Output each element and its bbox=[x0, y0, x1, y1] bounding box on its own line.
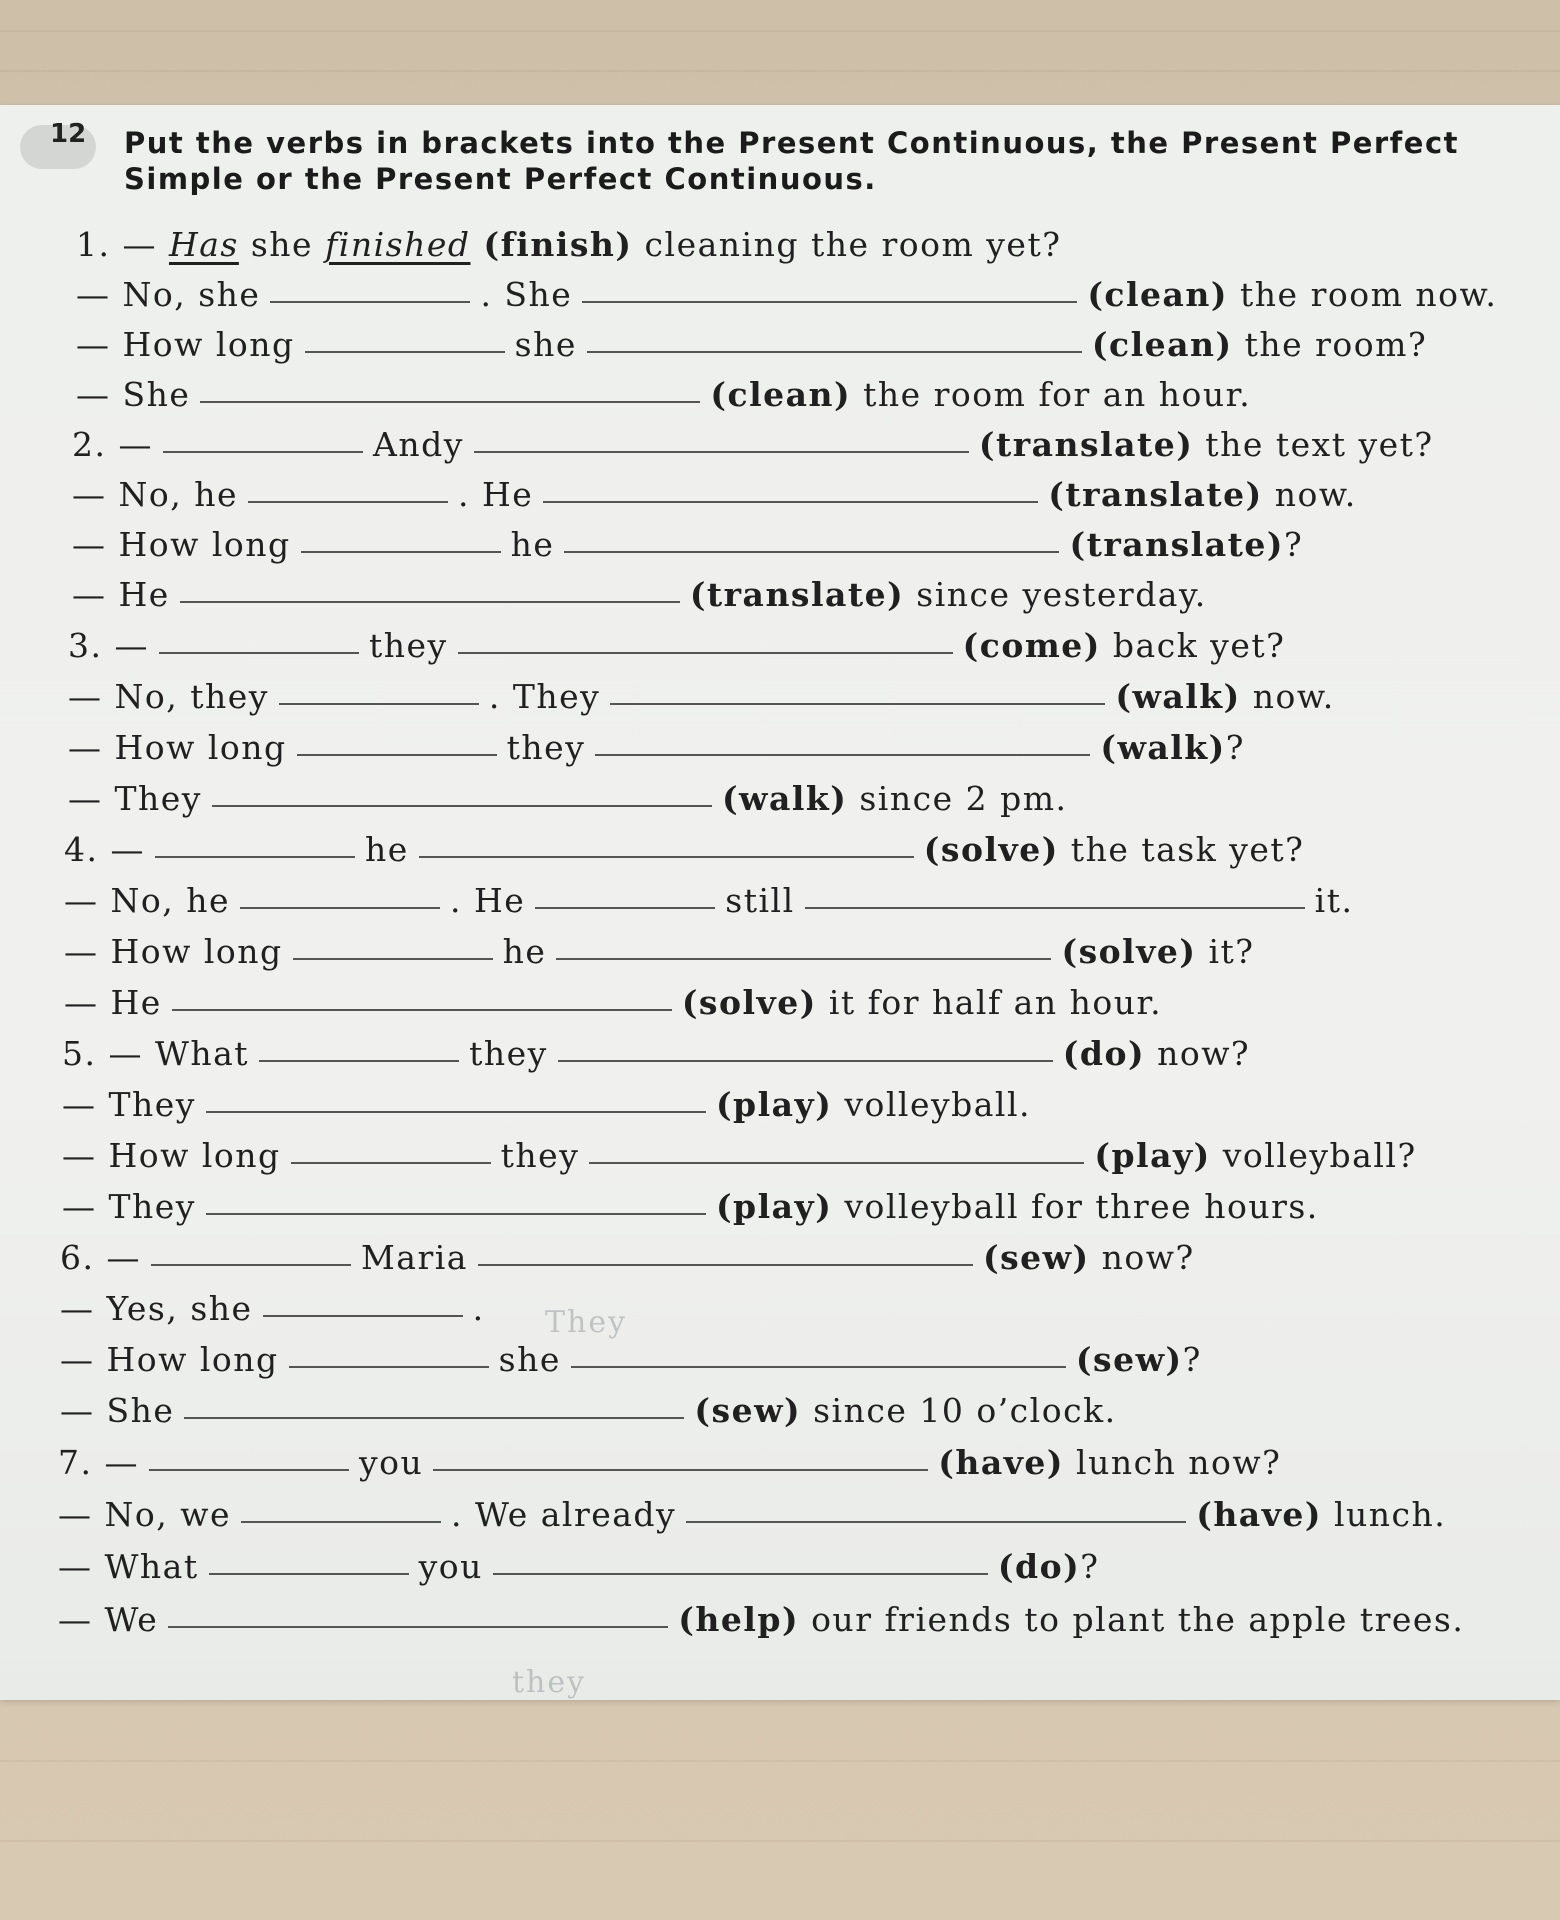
exercise-line: — How long she (sew) ? bbox=[60, 1340, 1202, 1379]
answer-blank[interactable] bbox=[241, 1521, 441, 1523]
verb-hint: (translate) bbox=[689, 575, 905, 614]
answer-blank[interactable] bbox=[151, 1264, 351, 1266]
answer-blank[interactable] bbox=[610, 703, 1105, 705]
verb-hint: (do) bbox=[997, 1547, 1081, 1586]
verb-hint: (translate) bbox=[978, 425, 1194, 464]
answer-blank[interactable] bbox=[212, 805, 712, 807]
answer-blank[interactable] bbox=[297, 754, 497, 756]
exercise-number-badge bbox=[20, 119, 96, 169]
example-answer-has: Has bbox=[168, 225, 239, 264]
verb-hint: (have) bbox=[938, 1443, 1065, 1482]
verb-hint: (solve) bbox=[1061, 932, 1197, 971]
answer-blank[interactable] bbox=[587, 351, 1082, 353]
exercise-line: — What you (do) ? bbox=[58, 1547, 1100, 1586]
verb-hint: (play) bbox=[1094, 1136, 1211, 1175]
answer-blank[interactable] bbox=[458, 652, 953, 654]
answer-blank[interactable] bbox=[535, 907, 715, 909]
exercise-line: — They (walk) since 2 pm. bbox=[68, 779, 1068, 818]
verb-hint: (sew) bbox=[1075, 1340, 1183, 1379]
exercise-line: — They (play) volleyball for three hours. bbox=[62, 1187, 1319, 1226]
exercise-line: — She (clean) the room for an hour. bbox=[76, 375, 1252, 414]
verb-hint: (walk) bbox=[721, 779, 848, 818]
verb-hint: (solve) bbox=[923, 830, 1059, 869]
answer-blank[interactable] bbox=[206, 1111, 706, 1113]
example-answer-finished: finished bbox=[325, 225, 471, 264]
exercise-line: — They (play) volleyball. bbox=[62, 1085, 1032, 1124]
exercise-line: — How long they (play) volleyball? bbox=[62, 1136, 1417, 1175]
answer-blank[interactable] bbox=[248, 501, 448, 503]
exercise-line: — How long she (clean) the room? bbox=[76, 325, 1428, 364]
answer-blank[interactable] bbox=[686, 1521, 1186, 1523]
exercise-line: 4. — he (solve) the task yet? bbox=[64, 830, 1305, 869]
verb-hint: (translate) bbox=[1048, 475, 1263, 514]
verb-hint: (play) bbox=[715, 1187, 833, 1226]
answer-blank[interactable] bbox=[595, 754, 1090, 756]
answer-blank[interactable] bbox=[301, 551, 501, 553]
verb-hint: (sew) bbox=[694, 1391, 802, 1430]
verb-hint: (play) bbox=[715, 1085, 833, 1124]
exercise-line: — No, he . He still it. bbox=[64, 881, 1354, 920]
answer-blank[interactable] bbox=[180, 601, 680, 603]
answer-blank[interactable] bbox=[200, 401, 700, 403]
show-through-text: They bbox=[545, 1305, 628, 1340]
verb-hint: (clean) bbox=[1091, 325, 1233, 364]
exercise-instruction: Put the verbs in brackets into the Present Continuous, the Present Perfect bbox=[124, 126, 1460, 160]
verb-hint: (walk) bbox=[1100, 728, 1226, 767]
answer-blank[interactable] bbox=[172, 1009, 672, 1011]
exercise-line: — We (help) our friends to plant the apple trees. bbox=[58, 1600, 1465, 1639]
show-through-text: they bbox=[512, 1665, 587, 1700]
verb-hint: (clean) bbox=[710, 375, 852, 414]
answer-blank[interactable] bbox=[155, 856, 355, 858]
verb-hint: (help) bbox=[678, 1600, 800, 1639]
exercise-line: — Yes, she . bbox=[60, 1289, 485, 1328]
answer-blank[interactable] bbox=[805, 907, 1305, 909]
answer-blank[interactable] bbox=[159, 652, 359, 654]
answer-blank[interactable] bbox=[291, 1162, 491, 1164]
answer-blank[interactable] bbox=[556, 958, 1051, 960]
exercise-line: — How long they (walk) ? bbox=[68, 728, 1245, 767]
answer-blank[interactable] bbox=[582, 301, 1077, 303]
answer-blank[interactable] bbox=[163, 451, 363, 453]
answer-blank[interactable] bbox=[419, 856, 914, 858]
answer-blank[interactable] bbox=[571, 1366, 1066, 1368]
answer-blank[interactable] bbox=[209, 1573, 409, 1575]
answer-blank[interactable] bbox=[279, 703, 479, 705]
answer-blank[interactable] bbox=[474, 451, 969, 453]
answer-blank[interactable] bbox=[206, 1213, 706, 1215]
answer-blank[interactable] bbox=[149, 1469, 349, 1471]
answer-blank[interactable] bbox=[564, 551, 1059, 553]
answer-blank[interactable] bbox=[270, 301, 470, 303]
exercise-line: — No, she . She (clean) the room now. bbox=[76, 275, 1498, 314]
exercise-line: 7. — you (have) lunch now? bbox=[58, 1443, 1282, 1482]
verb-hint: (come) bbox=[962, 626, 1101, 665]
exercise-line: 2. — Andy (translate) the text yet? bbox=[72, 425, 1434, 464]
exercise-line: — He (translate) since yesterday. bbox=[72, 575, 1207, 614]
exercise-line: 5. — What they (do) now? bbox=[62, 1034, 1251, 1073]
verb-hint: (walk) bbox=[1115, 677, 1241, 716]
verb-hint: (clean) bbox=[1087, 275, 1229, 314]
exercise-line: 1. — Has she finished (finish) cleaning the room yet? bbox=[76, 225, 1062, 264]
exercise-line: — No, we . We already (have) lunch. bbox=[58, 1495, 1447, 1534]
exercise-line: — No, they . They (walk) now. bbox=[68, 677, 1335, 716]
answer-blank[interactable] bbox=[558, 1060, 1053, 1062]
exercise-line: — How long he (translate) ? bbox=[72, 525, 1304, 564]
answer-blank[interactable] bbox=[493, 1573, 988, 1575]
exercise-line: 6. — Maria (sew) now? bbox=[60, 1238, 1195, 1277]
verb-hint: (have) bbox=[1196, 1495, 1322, 1534]
answer-blank[interactable] bbox=[305, 351, 505, 353]
answer-blank[interactable] bbox=[289, 1366, 489, 1368]
answer-blank[interactable] bbox=[543, 501, 1038, 503]
verb-hint: (translate) bbox=[1069, 525, 1284, 564]
verb-hint: (solve) bbox=[681, 983, 817, 1022]
exercise-number: 12 bbox=[50, 119, 87, 149]
exercise-instruction-continued: Simple or the Present Perfect Continuous. bbox=[124, 162, 877, 196]
answer-blank[interactable] bbox=[433, 1469, 928, 1471]
exercise-line: — She (sew) since 10 o’clock. bbox=[60, 1391, 1117, 1430]
exercise-line: — How long he (solve) it? bbox=[64, 932, 1255, 971]
answer-blank[interactable] bbox=[168, 1626, 668, 1628]
exercise-line: 3. — they (come) back yet? bbox=[68, 626, 1286, 665]
answer-blank[interactable] bbox=[259, 1060, 459, 1062]
exercise-line: — No, he . He (translate) now. bbox=[72, 475, 1357, 514]
answer-blank[interactable] bbox=[589, 1162, 1084, 1164]
exercise-line: — He (solve) it for half an hour. bbox=[64, 983, 1163, 1022]
answer-blank[interactable] bbox=[293, 958, 493, 960]
answer-blank[interactable] bbox=[263, 1315, 463, 1317]
answer-blank[interactable] bbox=[240, 907, 440, 909]
answer-blank[interactable] bbox=[184, 1417, 684, 1419]
answer-blank[interactable] bbox=[478, 1264, 973, 1266]
verb-hint: (finish) bbox=[470, 225, 633, 264]
verb-hint: (do) bbox=[1062, 1034, 1146, 1073]
verb-hint: (sew) bbox=[982, 1238, 1090, 1277]
